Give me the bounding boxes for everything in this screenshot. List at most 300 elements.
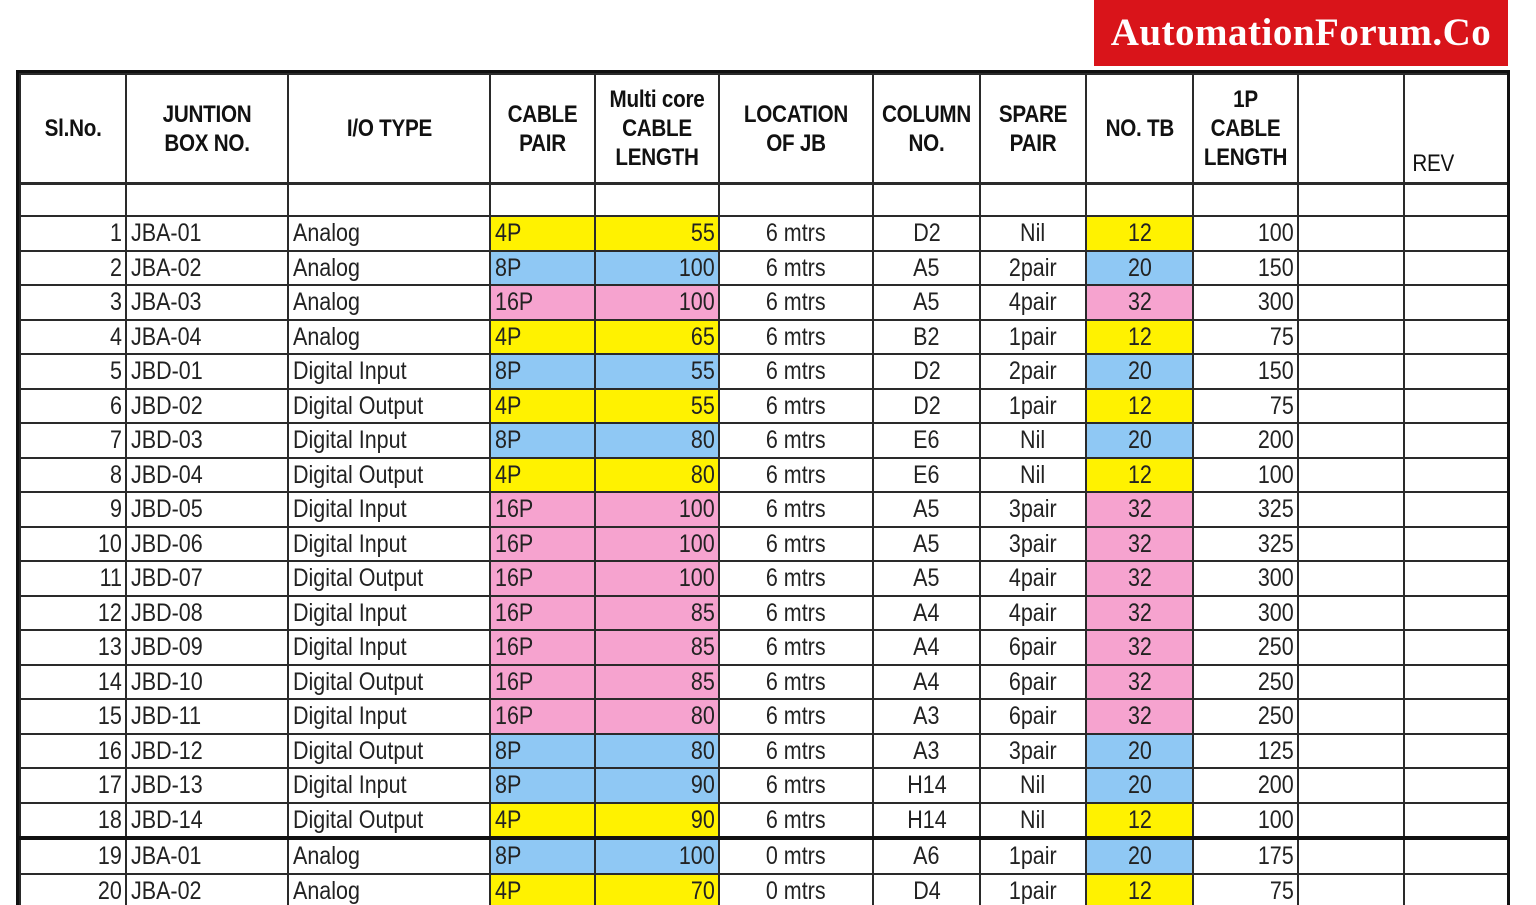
cell-1p-length: [1193, 874, 1298, 905]
cell-no-tb: [1086, 527, 1193, 562]
cell-junction-box: [126, 216, 288, 251]
cell-no-tb-text: 20: [1127, 771, 1152, 800]
header-multicore-cable-length: Multi core CABLE LENGTH: [595, 74, 719, 184]
cell-column-no-text: A5: [913, 253, 940, 282]
cell-spare-pair-text: Nil: [1020, 426, 1046, 455]
header-spare-pair: SPARE PAIR: [980, 74, 1086, 184]
cell-cable-pair-text: 16P: [495, 633, 534, 662]
cell-multicore-length: [595, 734, 719, 769]
cell-no-tb: [1086, 561, 1193, 596]
cell-multicore-length-text: 100: [679, 564, 715, 593]
cell-multicore-length-text: 90: [691, 771, 715, 800]
cell-sl-no-text: 12: [98, 598, 122, 627]
cell-sl-no: [20, 838, 126, 874]
cell-io-type: [288, 768, 490, 803]
cell-1p-length-text: 75: [1270, 322, 1294, 351]
cell-column-no-text: A4: [913, 633, 940, 662]
cell-no-tb-text: 32: [1127, 288, 1152, 317]
cell-cable-pair-text: 8P: [495, 842, 522, 871]
cell-location-text: 6 mtrs: [766, 322, 826, 351]
cell-spare-pair-text: 2pair: [1009, 253, 1057, 282]
cell-location: [719, 665, 873, 700]
cell-spare-pair-text: 1pair: [1009, 322, 1057, 351]
cell-no-tb: [1086, 458, 1193, 493]
cell-spare-pair: [980, 561, 1086, 596]
cell-spare-pair-text: 2pair: [1009, 357, 1057, 386]
cell-multicore-length: [595, 699, 719, 734]
cell-junction-box-text: JBD-10: [131, 667, 203, 696]
cell-sl-no: [20, 874, 126, 905]
cell-multicore-length: [595, 458, 719, 493]
cell-junction-box: [126, 665, 288, 700]
cell-sl-no-text: 10: [98, 529, 122, 558]
cell-location-text: 6 mtrs: [766, 633, 826, 662]
cell-location-text: 6 mtrs: [766, 702, 826, 731]
cell-blank: [1298, 699, 1404, 734]
cell-spare-pair: [980, 630, 1086, 665]
cell-column-no: [873, 768, 980, 803]
cell-spare-pair: [980, 734, 1086, 769]
cell-junction-box: [126, 630, 288, 665]
cell-blank: [1298, 734, 1404, 769]
cell-1p-length: [1193, 596, 1298, 631]
cell-1p-length: [1193, 458, 1298, 493]
cell-location: [719, 492, 873, 527]
cell-junction-box-text: JBD-13: [131, 771, 203, 800]
cell-io-type: [288, 665, 490, 700]
cell-location-text: 6 mtrs: [766, 288, 826, 317]
cell-1p-length: [1193, 734, 1298, 769]
cell-no-tb-text: 32: [1127, 633, 1152, 662]
cell-blank: [1298, 803, 1404, 839]
cell-cable-pair-text: 16P: [495, 564, 534, 593]
cell-location-text: 6 mtrs: [766, 253, 826, 282]
cell-blank: [1298, 458, 1404, 493]
cell-spare-pair-text: Nil: [1020, 219, 1046, 248]
table-row: [20, 251, 1510, 286]
cell-location-text: 0 mtrs: [766, 876, 826, 905]
cell-column-no-text: H14: [906, 805, 947, 834]
cell-rev: [1404, 492, 1510, 527]
cell-column-no: [873, 251, 980, 286]
cell-no-tb: [1086, 285, 1193, 320]
cell-no-tb: [1086, 768, 1193, 803]
cell-sl-no-text: 6: [110, 391, 122, 420]
cell-spare-pair-text: 1pair: [1009, 876, 1057, 905]
cell-spare-pair-text: 4pair: [1009, 288, 1057, 317]
cell-multicore-length-text: 90: [691, 805, 715, 834]
cell-io-type-text: Digital Input: [293, 529, 407, 558]
cell-no-tb-text: 12: [1127, 391, 1152, 420]
cell-no-tb-text: 32: [1127, 495, 1152, 524]
cell-1p-length-text: 150: [1258, 357, 1294, 386]
cell-spare-pair: [980, 389, 1086, 424]
cell-column-no-text: A5: [913, 495, 940, 524]
cell-column-no: [873, 665, 980, 700]
blank-cell: [288, 184, 490, 217]
header-column-no: COLUMN NO.: [873, 74, 980, 184]
cell-multicore-length-text: 80: [691, 426, 715, 455]
cell-blank: [1298, 527, 1404, 562]
cell-multicore-length-text: 80: [691, 702, 715, 731]
cell-multicore-length: [595, 838, 719, 874]
cell-sl-no: [20, 596, 126, 631]
cell-sl-no: [20, 803, 126, 839]
cell-location-text: 6 mtrs: [766, 564, 826, 593]
cable-schedule-table: [19, 73, 1510, 905]
cell-multicore-length: [595, 596, 719, 631]
cell-blank: [1298, 838, 1404, 874]
cell-blank: [1298, 285, 1404, 320]
cell-io-type: [288, 285, 490, 320]
cell-multicore-length: [595, 874, 719, 905]
cell-sl-no-text: 17: [98, 771, 122, 800]
table-row: [20, 768, 1510, 803]
cell-column-no: [873, 285, 980, 320]
cell-location-text: 6 mtrs: [766, 426, 826, 455]
cell-spare-pair-text: 3pair: [1009, 736, 1057, 765]
blank-cell: [490, 184, 595, 217]
cell-blank: [1298, 354, 1404, 389]
cell-1p-length-text: 100: [1258, 219, 1294, 248]
cell-multicore-length: [595, 423, 719, 458]
cell-1p-length-text: 100: [1258, 460, 1294, 489]
cell-spare-pair: [980, 251, 1086, 286]
cell-multicore-length: [595, 492, 719, 527]
cell-sl-no: [20, 527, 126, 562]
cell-1p-length: [1193, 527, 1298, 562]
cell-location-text: 6 mtrs: [766, 529, 826, 558]
cell-cable-pair: [490, 527, 595, 562]
cell-io-type: [288, 561, 490, 596]
cell-1p-length-text: 100: [1258, 805, 1294, 834]
cell-spare-pair-text: 3pair: [1009, 529, 1057, 558]
cell-location-text: 6 mtrs: [766, 667, 826, 696]
cell-sl-no: [20, 423, 126, 458]
blank-row: [20, 184, 1510, 217]
cell-1p-length-text: 300: [1258, 598, 1294, 627]
cell-1p-length-text: 250: [1258, 633, 1294, 662]
cell-multicore-length-text: 55: [691, 391, 715, 420]
cell-1p-length: [1193, 630, 1298, 665]
cell-multicore-length: [595, 630, 719, 665]
cell-1p-length-text: 250: [1258, 702, 1294, 731]
cell-blank: [1298, 561, 1404, 596]
cell-io-type-text: Analog: [293, 253, 360, 282]
cell-location-text: 0 mtrs: [766, 842, 826, 871]
cell-io-type-text: Digital Output: [293, 667, 424, 696]
cell-blank: [1298, 665, 1404, 700]
table-row: [20, 216, 1510, 251]
cell-junction-box-text: JBA-04: [131, 322, 202, 351]
cell-spare-pair: [980, 354, 1086, 389]
cell-sl-no-text: 8: [110, 460, 122, 489]
cell-column-no: [873, 734, 980, 769]
cell-cable-pair: [490, 423, 595, 458]
table-row: [20, 492, 1510, 527]
cell-junction-box-text: JBA-01: [131, 842, 202, 871]
cell-no-tb: [1086, 699, 1193, 734]
cell-junction-box-text: JBA-01: [131, 219, 202, 248]
table-row: [20, 596, 1510, 631]
cell-location-text: 6 mtrs: [766, 357, 826, 386]
cell-spare-pair-text: 1pair: [1009, 391, 1057, 420]
cell-blank: [1298, 320, 1404, 355]
cell-column-no: [873, 874, 980, 905]
cell-location: [719, 561, 873, 596]
cell-column-no: [873, 216, 980, 251]
header-sl-no: Sl.No.: [20, 74, 126, 184]
cell-1p-length-text: 300: [1258, 288, 1294, 317]
cell-spare-pair: [980, 285, 1086, 320]
cell-io-type: [288, 354, 490, 389]
cell-spare-pair: [980, 423, 1086, 458]
header-rev: REV: [1404, 74, 1510, 184]
header-no-tb: NO. TB: [1086, 74, 1193, 184]
header-blank: [1298, 74, 1404, 184]
cell-column-no-text: A5: [913, 564, 940, 593]
cell-sl-no-text: 4: [110, 322, 122, 351]
cell-cable-pair: [490, 216, 595, 251]
cell-junction-box: [126, 874, 288, 905]
cell-rev: [1404, 216, 1510, 251]
header-location-of-jb: LOCATION OF JB: [719, 74, 873, 184]
cell-sl-no: [20, 699, 126, 734]
cell-io-type-text: Digital Input: [293, 495, 407, 524]
cell-spare-pair-text: 6pair: [1009, 702, 1057, 731]
cell-column-no-text: H14: [906, 771, 947, 800]
cell-io-type-text: Digital Output: [293, 805, 424, 834]
cell-sl-no: [20, 561, 126, 596]
cell-rev: [1404, 561, 1510, 596]
cell-junction-box: [126, 458, 288, 493]
cell-no-tb: [1086, 216, 1193, 251]
cell-rev: [1404, 389, 1510, 424]
cell-io-type-text: Digital Input: [293, 702, 407, 731]
cell-location: [719, 354, 873, 389]
cell-spare-pair-text: 6pair: [1009, 633, 1057, 662]
cell-sl-no: [20, 389, 126, 424]
cell-column-no-text: D4: [912, 876, 941, 905]
cell-column-no: [873, 320, 980, 355]
cell-junction-box: [126, 251, 288, 286]
cell-location: [719, 527, 873, 562]
cell-location: [719, 458, 873, 493]
cell-multicore-length-text: 80: [691, 460, 715, 489]
cell-no-tb-text: 32: [1127, 564, 1152, 593]
cell-spare-pair: [980, 320, 1086, 355]
cell-io-type: [288, 874, 490, 905]
cell-junction-box: [126, 838, 288, 874]
cell-location: [719, 699, 873, 734]
cell-no-tb-text: 20: [1127, 426, 1152, 455]
cell-location-text: 6 mtrs: [766, 391, 826, 420]
cell-1p-length-text: 325: [1258, 529, 1294, 558]
cell-cable-pair-text: 16P: [495, 288, 534, 317]
blank-cell: [1086, 184, 1193, 217]
cell-location: [719, 874, 873, 905]
cell-no-tb: [1086, 803, 1193, 839]
brand-banner: [1094, 0, 1508, 66]
cell-1p-length-text: 300: [1258, 564, 1294, 593]
cell-column-no-text: A3: [913, 736, 940, 765]
cell-column-no: [873, 803, 980, 839]
cell-spare-pair-text: 3pair: [1009, 495, 1057, 524]
cell-cable-pair: [490, 665, 595, 700]
cell-blank: [1298, 423, 1404, 458]
cell-1p-length: [1193, 216, 1298, 251]
cell-multicore-length-text: 55: [691, 219, 715, 248]
cell-io-type: [288, 389, 490, 424]
cell-sl-no-text: 9: [110, 495, 122, 524]
cell-io-type: [288, 838, 490, 874]
cell-multicore-length: [595, 285, 719, 320]
cell-io-type-text: Digital Output: [293, 564, 424, 593]
cell-location: [719, 768, 873, 803]
cell-junction-box-text: JBA-02: [131, 253, 202, 282]
cell-spare-pair: [980, 527, 1086, 562]
cell-no-tb: [1086, 492, 1193, 527]
cell-cable-pair: [490, 838, 595, 874]
cell-1p-length: [1193, 423, 1298, 458]
cell-cable-pair: [490, 389, 595, 424]
cell-blank: [1298, 874, 1404, 905]
brand-text: AutomationForum.Co: [1110, 11, 1492, 54]
cell-location: [719, 285, 873, 320]
cell-multicore-length: [595, 665, 719, 700]
cell-no-tb: [1086, 665, 1193, 700]
cell-io-type: [288, 527, 490, 562]
cell-sl-no-text: 2: [110, 253, 122, 282]
cell-sl-no: [20, 354, 126, 389]
cell-column-no-text: D2: [912, 357, 941, 386]
cell-cable-pair: [490, 768, 595, 803]
cell-1p-length: [1193, 320, 1298, 355]
cell-io-type-text: Digital Input: [293, 771, 407, 800]
cell-multicore-length-text: 100: [679, 842, 715, 871]
cell-cable-pair-text: 8P: [495, 771, 522, 800]
cell-cable-pair-text: 8P: [495, 253, 522, 282]
cell-column-no: [873, 596, 980, 631]
cell-cable-pair: [490, 803, 595, 839]
cell-no-tb: [1086, 389, 1193, 424]
cell-column-no-text: A6: [913, 842, 940, 871]
cell-location-text: 6 mtrs: [766, 598, 826, 627]
cell-cable-pair: [490, 492, 595, 527]
cell-junction-box-text: JBA-03: [131, 288, 202, 317]
cell-1p-length: [1193, 699, 1298, 734]
cell-multicore-length-text: 100: [679, 495, 715, 524]
table-row: [20, 561, 1510, 596]
cell-multicore-length: [595, 389, 719, 424]
cell-io-type-text: Digital Output: [293, 460, 424, 489]
cell-io-type: [288, 492, 490, 527]
cell-1p-length: [1193, 354, 1298, 389]
cell-blank: [1298, 251, 1404, 286]
cell-blank: [1298, 389, 1404, 424]
cell-cable-pair: [490, 596, 595, 631]
cell-sl-no-text: 16: [98, 736, 122, 765]
cell-spare-pair: [980, 216, 1086, 251]
cell-multicore-length-text: 100: [679, 253, 715, 282]
cell-no-tb-text: 12: [1127, 876, 1152, 905]
cell-cable-pair: [490, 251, 595, 286]
cell-rev: [1404, 285, 1510, 320]
cell-1p-length-text: 175: [1258, 842, 1294, 871]
cell-spare-pair: [980, 458, 1086, 493]
cell-spare-pair-text: Nil: [1020, 460, 1046, 489]
cell-rev: [1404, 768, 1510, 803]
table-row: [20, 423, 1510, 458]
cell-io-type-text: Analog: [293, 842, 360, 871]
cell-location: [719, 803, 873, 839]
cell-io-type: [288, 734, 490, 769]
cell-rev: [1404, 458, 1510, 493]
cell-1p-length-text: 125: [1258, 736, 1294, 765]
cell-sl-no-text: 20: [98, 876, 122, 905]
cell-location-text: 6 mtrs: [766, 219, 826, 248]
cell-cable-pair-text: 16P: [495, 598, 534, 627]
cell-sl-no-text: 18: [98, 805, 122, 834]
table-row: [20, 354, 1510, 389]
cell-rev: [1404, 630, 1510, 665]
cell-location-text: 6 mtrs: [766, 805, 826, 834]
cell-column-no: [873, 354, 980, 389]
cell-rev: [1404, 734, 1510, 769]
cell-rev: [1404, 320, 1510, 355]
cell-spare-pair: [980, 768, 1086, 803]
blank-cell: [1404, 184, 1510, 217]
cell-io-type-text: Analog: [293, 219, 360, 248]
cell-sl-no-text: 19: [98, 842, 122, 871]
cell-blank: [1298, 596, 1404, 631]
cell-sl-no-text: 5: [110, 357, 122, 386]
cell-cable-pair: [490, 354, 595, 389]
cell-1p-length: [1193, 285, 1298, 320]
cell-rev: [1404, 874, 1510, 905]
cell-multicore-length-text: 55: [691, 357, 715, 386]
cell-multicore-length: [595, 251, 719, 286]
cell-junction-box: [126, 803, 288, 839]
cell-multicore-length: [595, 354, 719, 389]
cell-junction-box: [126, 320, 288, 355]
table-row: [20, 320, 1510, 355]
cell-1p-length-text: 200: [1258, 771, 1294, 800]
cell-column-no-text: D2: [912, 391, 941, 420]
cell-cable-pair-text: 4P: [495, 460, 522, 489]
cell-io-type: [288, 699, 490, 734]
cell-column-no-text: A4: [913, 667, 940, 696]
cell-location: [719, 630, 873, 665]
blank-cell: [1298, 184, 1404, 217]
cell-1p-length: [1193, 561, 1298, 596]
cell-sl-no: [20, 492, 126, 527]
cell-multicore-length-text: 80: [691, 736, 715, 765]
cell-multicore-length: [595, 320, 719, 355]
cell-sl-no-text: 1: [110, 219, 122, 248]
cell-sl-no: [20, 216, 126, 251]
cell-no-tb: [1086, 838, 1193, 874]
cell-sl-no-text: 11: [99, 564, 122, 593]
cell-cable-pair: [490, 320, 595, 355]
cell-location-text: 6 mtrs: [766, 495, 826, 524]
cell-cable-pair-text: 16P: [495, 702, 534, 731]
table-row: [20, 665, 1510, 700]
cell-no-tb-text: 12: [1127, 460, 1152, 489]
cell-1p-length-text: 250: [1258, 667, 1294, 696]
cell-io-type-text: Digital Output: [293, 736, 424, 765]
cell-column-no: [873, 630, 980, 665]
